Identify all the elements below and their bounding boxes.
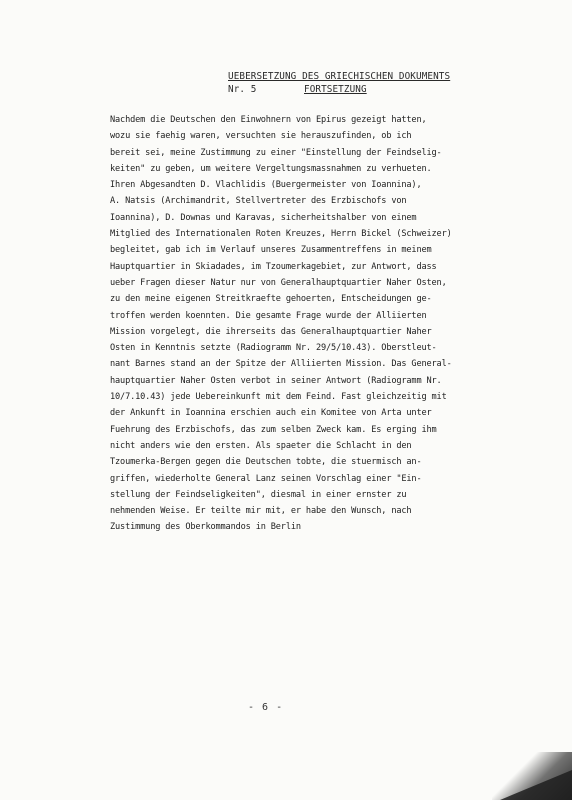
text-line: Ioannina), D. Downas und Karavas, sicherheitshalber von einem — [110, 212, 417, 223]
text-line: Ihren Abgesandten D. Vlachlidis (Buergermeister von Ioannina), — [110, 180, 422, 191]
document-body — [110, 112, 540, 536]
text-line: A. Natsis (Archimandrit, Stellvertreter des Erzbischofs von — [110, 196, 407, 207]
text-line: nehmenden Weise. Er teilte mir mit, er habe den Wunsch, nach — [110, 506, 412, 517]
document-title: UEBERSETZUNG DES GRIECHISCHEN DOKUMENTS — [228, 71, 451, 82]
text-line: Osten in Kenntnis setzte (Radiogramm Nr. 29/5/10.43). Oberstleut- — [110, 343, 437, 354]
text-line: hauptquartier Naher Osten verbot in seiner Antwort (Radiogramm Nr. — [110, 375, 442, 386]
text-line: zu den meine eigenen Streitkraefte gehoerten, Entscheidungen ge- — [110, 294, 432, 305]
text-line: wozu sie faehig waren, versuchten sie herauszufinden, ob ich — [110, 131, 412, 142]
text-line: griffen, wiederholte General Lanz seinen Vorschlag einer "Ein- — [110, 473, 422, 484]
text-line: troffen werden koennten. Die gesamte Frage wurde der Alliierten — [110, 310, 427, 321]
text-line: keiten" zu geben, um weitere Vergeltungsmassnahmen zu verhueten. — [110, 163, 432, 174]
text-line: ueber Fragen dieser Natur nur von Generalhauptquartier Naher Osten, — [110, 277, 447, 288]
text-line: bereit sei, meine Zustimmung zu einer "Einstellung der Feindselig- — [110, 147, 442, 158]
scan-corner-fold — [500, 770, 572, 800]
text-line: stellung der Feindseligkeiten", diesmal in einer ernster zu — [110, 489, 407, 500]
text-line: 10/7.10.43) jede Uebereinkunft mit dem Feind. Fast gleichzeitig mit — [110, 392, 447, 403]
text-line: Mitglied des Internationalen Roten Kreuzes, Herrn Bickel (Schweizer) — [110, 229, 452, 240]
continuation-label: FORTSETZUNG — [304, 84, 367, 95]
text-line: Tzoumerka-Bergen gegen die Deutschen tobte, die stuermisch an- — [110, 457, 422, 468]
document-number: Nr. 5 — [228, 84, 257, 95]
page-number: - 6 - — [248, 702, 284, 713]
text-line: Hauptquartier in Skiadades, im Tzoumerkagebiet, zur Antwort, dass — [110, 261, 437, 272]
document-header — [228, 70, 558, 96]
text-line: Zustimmung des Oberkommandos in Berlin — [110, 522, 301, 533]
text-line: Mission vorgelegt, die ihrerseits das Generalhauptquartier Naher — [110, 326, 432, 337]
text-line: Nachdem die Deutschen den Einwohnern von Epirus gezeigt hatten, — [110, 115, 427, 125]
text-line: Fuehrung des Erzbischofs, das zum selben Zweck kam. Es erging ihm — [110, 424, 437, 435]
header-subline — [228, 83, 558, 96]
text-line: der Ankunft in Ioannina erschien auch ein Komitee von Arta unter — [110, 408, 432, 419]
text-line: nant Barnes stand an der Spitze der Alliierten Mission. Das General- — [110, 359, 452, 370]
text-line: begleitet, gab ich im Verlauf unseres Zusammentreffens in meinem — [110, 245, 432, 256]
text-line: nicht anders wie den ersten. Als spaeter die Schlacht in den — [110, 440, 412, 451]
